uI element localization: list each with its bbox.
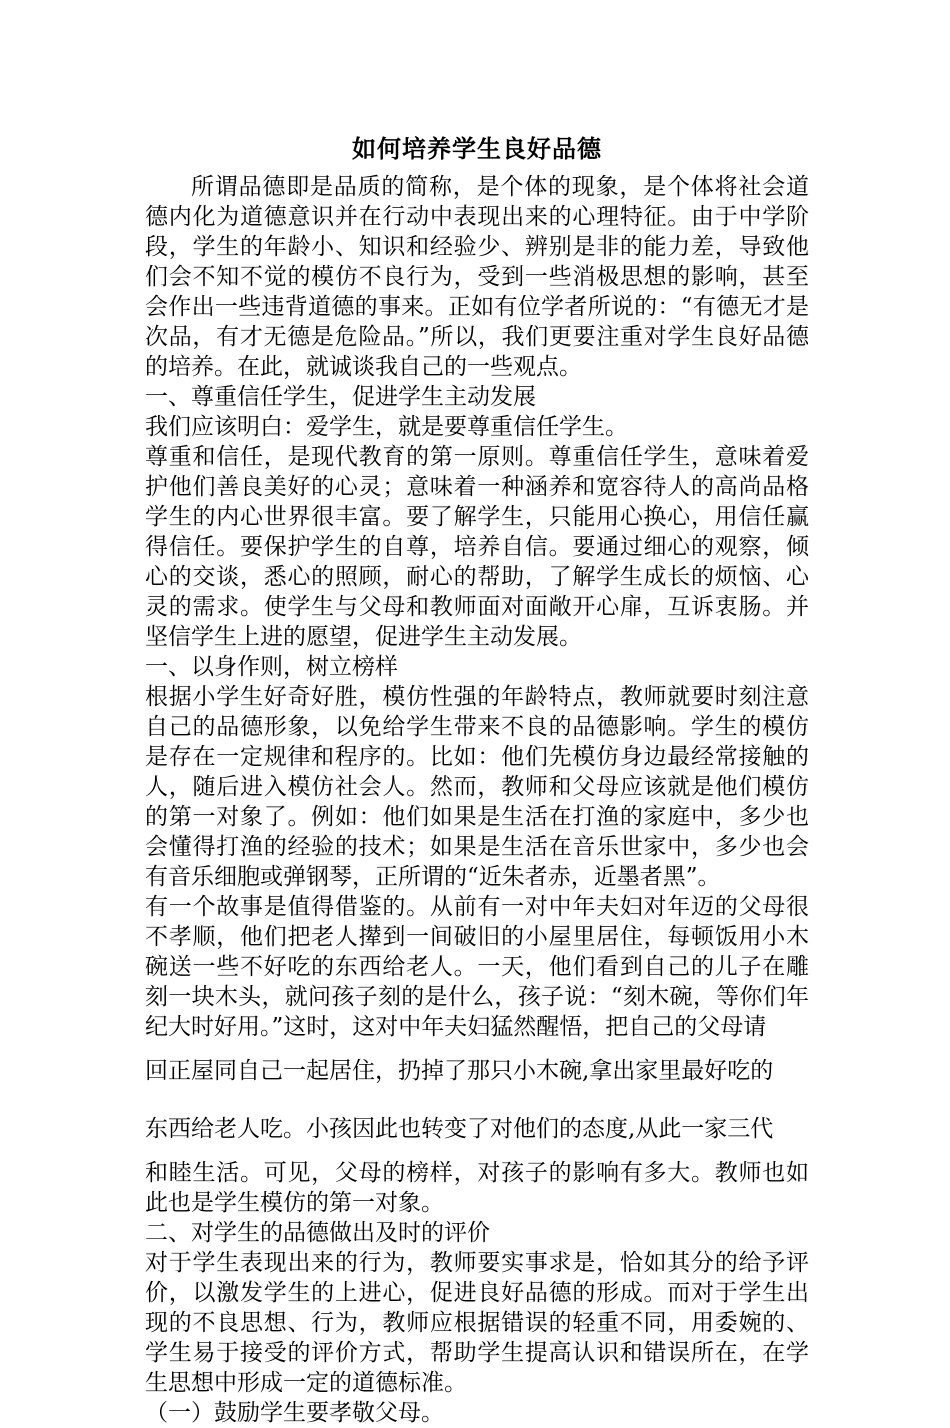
paragraph-5: 对于学生表现出来的行为，教师要实事求是，恰如其分的给予评价，以激发学生的上进心，促进良好品德的形成。而对于学生出现的不良思想、行为，教师应根据错误的轻重不同，用委婉的、学生易于接受的评价方式，帮助学生提高认识和错误所在，在学生思想中形成一定的道德标准。 (145, 1250, 809, 1396)
intro-paragraph: 所谓品德即是品质的简称，是个体的现象，是个体将社会道德内化为道德意识并在行动中表现出来的心理特征。由于中学阶段，学生的年龄小、知识和经验少、辨别是非的能力差，导致他们会不知不觉的模仿不良行为，受到一些消极思想的影响，甚至会作出一些违背道德的事来。正如有位学者所说的：“有德无才是次品，有才无德是危险品。”所以，我们更要注重对学生良好品德的培养。在此，就诚谈我自己的一些观点。 (145, 174, 809, 380)
paragraph-4-part-3: 东西给老人吃。小孩因此也转变了对他们的态度,从此一家三代 (145, 1116, 774, 1142)
paragraph-4-part-2: 回正屋同自己一起居住，扔掉了那只小木碗,拿出家里最好吃的 (145, 1058, 774, 1084)
paragraph-4-part-4: 和睦生活。可见，父母的榜样，对孩子的影响有多大。教师也如此也是学生模仿的第一对象。 (145, 1160, 809, 1216)
section-heading-1: 一、尊重信任学生，促进学生主动发展 (145, 384, 536, 410)
document-title: 如何培养学生良好品德 (352, 134, 602, 163)
paragraph-2: 尊重和信任，是现代教育的第一原则。尊重信任学生，意味着爱护他们善良美好的心灵；意味着一种涵养和宽容待人的高尚品格学生的内心世界很丰富。要了解学生，只能用心换心，用信任赢得信任。要保护学生的自尊，培养自信。要通过细心的观察，倾心的交谈，悉心的照顾，耐心的帮助，了解学生成长的烦恼、心灵的需求。使学生与父母和教师面对面敞开心扉，互诉衷肠。并坚信学生上进的愿望，促进学生主动发展。 (145, 444, 809, 650)
paragraph-3: 根据小学生好奇好胜，模仿性强的年龄特点，教师就要时刻注意自己的品德形象，以免给学生带来不良的品德影响。学生的模仿是存在一定规律和程序的。比如：他们先模仿身边最经常接触的人，随后进入模仿社会人。然而，教师和父母应该就是他们模仿的第一对象了。例如：他们如果是生活在打渔的家庭中，多少也会懂得打渔的经验的技术；如果是生活在音乐世家中，多少也会有音乐细胞或弹钢琴，正所谓的“近朱者赤，近墨者黑”。 (145, 684, 809, 890)
section-heading-2: 一、以身作则，树立榜样 (145, 654, 398, 680)
section-heading-3: 二、对学生的品德做出及时的评价 (145, 1220, 490, 1246)
document-body (145, 172, 809, 1428)
paragraph-4-part-1: 有一个故事是值得借鉴的。从前有一对中年夫妇对年迈的父母很不孝顺，他们把老人撵到一间破旧的小屋里居住，每顿饭用小木碗送一些不好吃的东西给老人。一天，他们看到自己的儿子在雕刻一块木头，就问孩子刻的是什么，孩子说：“刻木碗，等你们年纪大时好用。”这时，这对中年夫妇猛然醒悟，把自己的父母请 (145, 894, 809, 1040)
paragraph-1: 我们应该明白：爱学生，就是要尊重信任学生。 (145, 414, 628, 440)
subheading-1: （一）鼓励学生要孝敬父母。 (145, 1400, 444, 1426)
